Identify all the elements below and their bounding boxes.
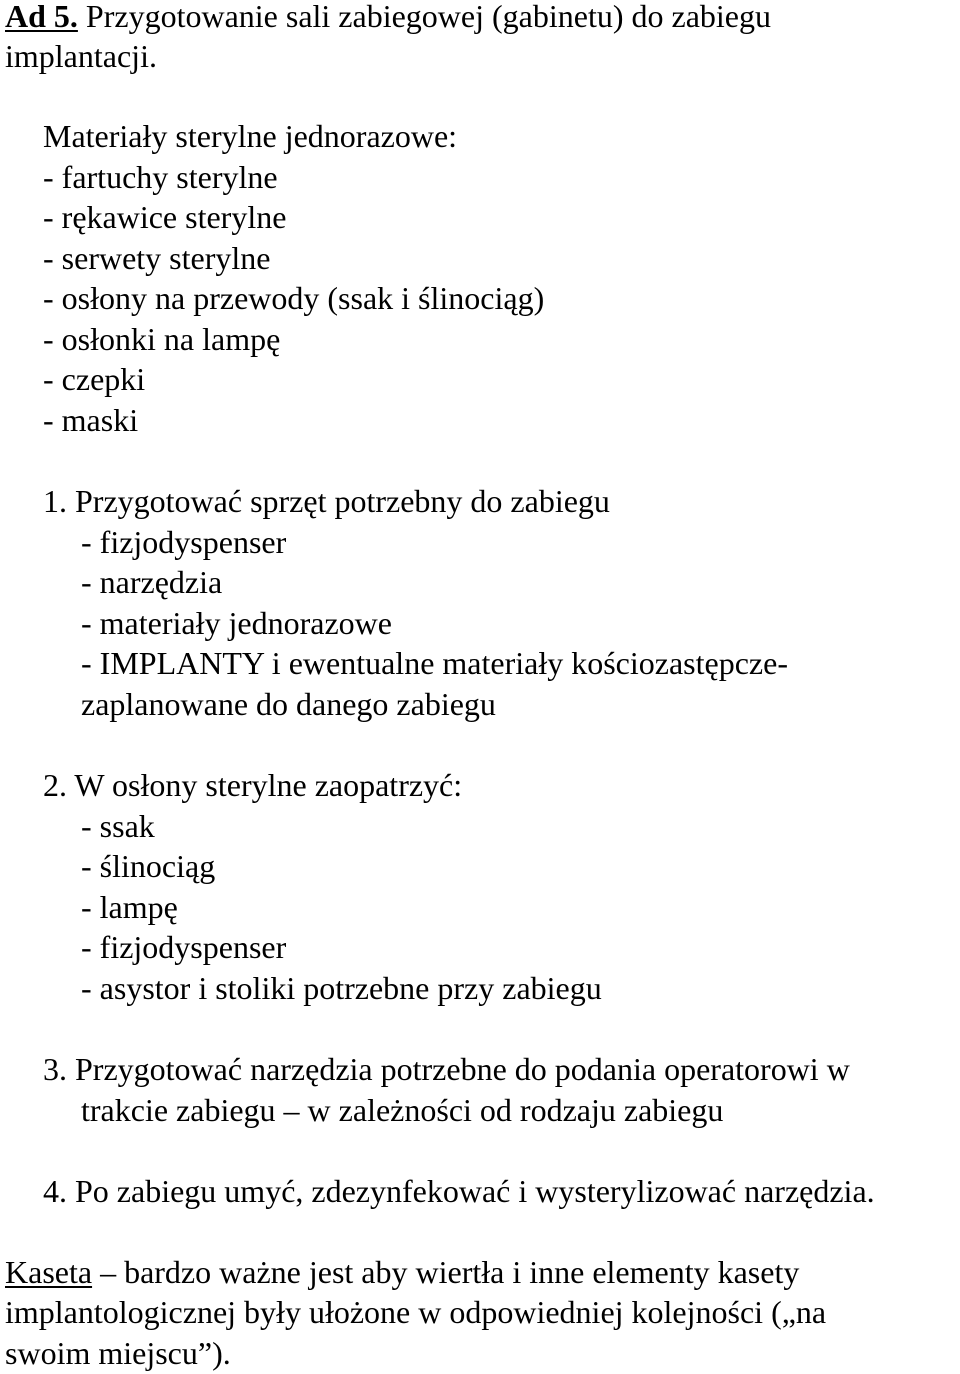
step1-item: - IMPLANTY i ewentualne materiały kościozastępcze-: [81, 645, 788, 681]
step1-item: - fizjodyspenser: [81, 524, 287, 560]
kaseta-text-end: swoim miejscu”).: [5, 1335, 231, 1371]
materials-item: - rękawice sterylne: [43, 199, 287, 235]
section-title-continued: implantacji.: [5, 38, 157, 74]
step1-item: - narzędzia: [81, 564, 223, 600]
step4-text: 4. Po zabiegu umyć, zdezynfekować i wysterylizować narzędzia.: [43, 1173, 875, 1209]
section-number: Ad 5.: [5, 0, 78, 34]
materials-title: Materiały sterylne jednorazowe:: [43, 118, 458, 154]
step2-item: - ssak: [81, 808, 155, 844]
section-title: Przygotowanie sali zabiegowej (gabinetu) do zabiegu: [85, 0, 771, 34]
materials-item: - osłony na przewody (ssak i ślinociąg): [43, 280, 545, 316]
step3-text: 3. Przygotować narzędzia potrzebne do podania operatorowi w: [43, 1051, 850, 1087]
kaseta-text: – bardzo ważne jest aby wiertła i inne elementy kasety: [92, 1254, 800, 1290]
kaseta-label: Kaseta: [5, 1254, 93, 1290]
step2-item: - lampę: [81, 889, 178, 925]
step2-item: - fizjodyspenser: [81, 929, 287, 965]
materials-item: - czepki: [43, 361, 146, 397]
kaseta-text-continued: implantologicznej były ułożone w odpowiedniej kolejności („na: [5, 1294, 827, 1330]
step2-item: - ślinociąg: [81, 848, 216, 884]
section-heading: [5, 0, 771, 36]
step1-item: - materiały jednorazowe: [81, 605, 392, 641]
materials-item: - fartuchy sterylne: [43, 159, 278, 195]
kaseta-paragraph: [5, 1252, 799, 1292]
step2-title: 2. W osłony sterylne zaopatrzyć:: [43, 767, 463, 803]
materials-item: - maski: [43, 402, 139, 438]
step3-text-continued: trakcie zabiegu – w zależności od rodzaju zabiegu: [81, 1092, 724, 1128]
materials-item: - serwety sterylne: [43, 240, 271, 276]
step1-title: 1. Przygotować sprzęt potrzebny do zabiegu: [43, 483, 610, 519]
step2-item: - asystor i stoliki potrzebne przy zabiegu: [81, 970, 602, 1006]
materials-item: - osłonki na lampę: [43, 321, 281, 357]
step1-item: zaplanowane do danego zabiegu: [81, 686, 496, 722]
